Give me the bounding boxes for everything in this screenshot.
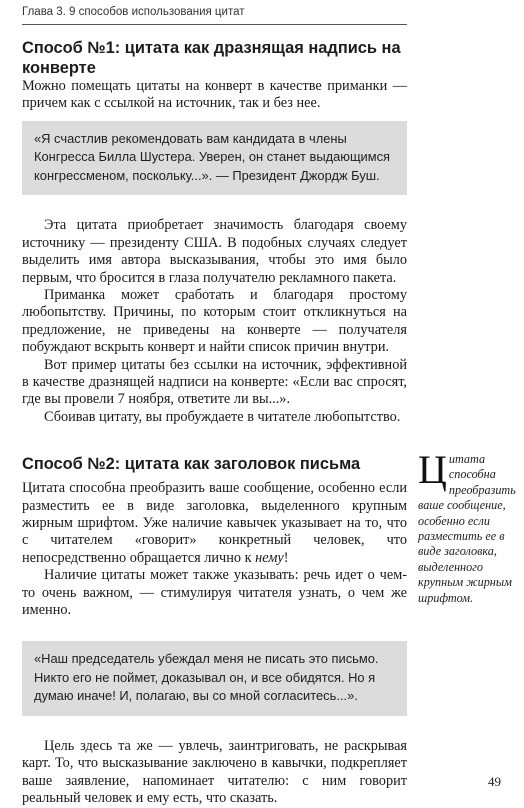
section-1-paragraph: Эта цитата приобретает значимость благодаря своему источнику — президенту США. В подобных случаях следует выделить имя автора высказывания, чтобы это имя было первым, что бросится в глаза получателю рекламного пакета. <box>22 217 407 286</box>
section-heading-2: Способ №2: цитата как заголовок письма <box>22 455 361 474</box>
running-head: Глава 3. 9 способов использования цитат <box>22 6 245 18</box>
section-1-intro: Можно помещать цитаты на конверт в качестве приманки — причем как с ссылкой на источник, так и без нее. <box>22 78 407 112</box>
quote-box-2: «Наш председатель убеждал меня не писать это письмо. Никто его не поймет, доказывал он, и все обидятся. Но я думаю иначе! И, полагаю, вы со мной согласитесь...». <box>22 641 407 716</box>
section-2-paragraph-3: Цель здесь та же — увлечь, заинтриговать, не раскрывая карт. То, что высказывание заключено в кавычки, подкрепляет ваше заявление, напоминает читателю: с ним говорит реальный человек и ему есть, что сказать. <box>22 737 407 807</box>
margin-note-text: итата способна преобразить ваше сообщение, особенно если разместить ее в виде заголовка, выделенного крупным жирным шрифтом. <box>418 452 516 605</box>
section-2-paragraph-1-end: ! <box>283 549 289 566</box>
section-2-paragraph-1 <box>22 480 407 567</box>
emphasized-word: нему <box>255 549 284 566</box>
quote-box-1: «Я счастлив рекомендовать вам кандидата в члены Конгресса Билла Шустера. Уверен, он станет выдающимся конгрессменом, поскольку...». — Президент Джордж Буш. <box>22 121 407 196</box>
margin-note-dropcap: Ц <box>418 447 447 492</box>
section-1-paragraph: Вот пример цитаты без ссылки на источник, эффективной в качестве дразнящей надписи на конверте: «Если вас спросят, где вы провели 7 ноября, ответите ли вы...». <box>22 356 407 408</box>
margin-note <box>418 447 516 606</box>
section-heading-1: Способ №1: цитата как дразнящая надпись на конверте <box>22 39 401 77</box>
page-body <box>22 38 407 808</box>
section-1-paragraph: Приманка может сработать и благодаря простому любопытству. Причины, по которым стоит откликнуться на предложение, не приведены на конверте — получателя побуждают вскрыть конверт и найти список причин внутри. <box>22 286 407 356</box>
page-number: 49 <box>488 774 501 789</box>
section-2-paragraph-2: Наличие цитаты может также указывать: речь идет о чем-то очень важном, — стимулируя читателя узнать, о чем же именно. <box>22 567 407 619</box>
header-rule <box>22 24 407 25</box>
section-1-paragraph: Сбоивав цитату, вы пробуждаете в читателе любопытство. <box>44 408 401 425</box>
section-2-paragraph-1-start: Цитата способна преобразить ваше сообщение, особенно если разместить ее в виде заголовка, выделенного крупным жирным шрифтом. Уже наличие кавычек указывает на то, что с читателем «говорит» конкретный человек, что непосредственно обращается лично к <box>22 480 407 566</box>
